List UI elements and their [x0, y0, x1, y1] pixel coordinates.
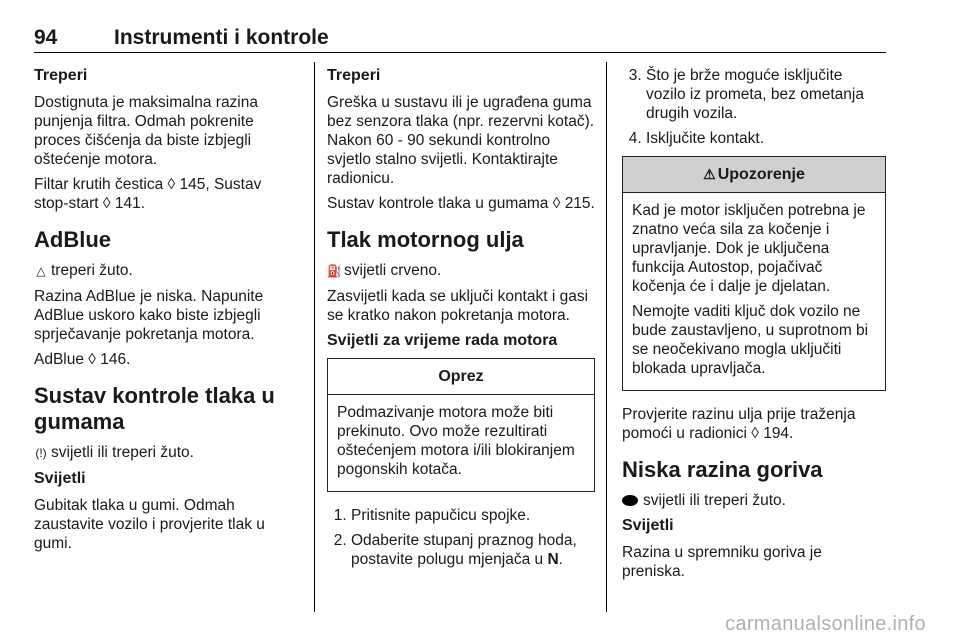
- warning-triangle-icon: ⚠: [703, 166, 716, 182]
- paragraph: Greška u sustavu ili je ugrađena guma bez senzora tlaka (npr. rezervni kotač). Nakon 60 - 90 sekundi kontrolno svjetlo stalno svijetli. Kontaktirajte radionicu.: [327, 94, 595, 187]
- paragraph: Dostignuta je maksimalna razina punjenja filtra. Odmah pokrenite proces čišćenja da biste izbjegli oštećenje motora.: [34, 94, 258, 168]
- section-title-tpms: Sustav kontrole tlaka u gumama: [34, 383, 275, 434]
- paragraph: Razina AdBlue je niska. Napunite AdBlue uskoro kako biste izbjegli sprječavanje pokretanja motora.: [34, 288, 264, 343]
- column-3: [622, 62, 886, 587]
- gear-label: N: [547, 551, 559, 568]
- oil-can-icon: ⛽: [327, 264, 342, 278]
- page-header: [34, 26, 886, 53]
- list-item: 4. Isključite kontakt.: [646, 129, 886, 148]
- section-heading: Svijetli: [622, 517, 674, 534]
- section-title-adblue: AdBlue: [34, 227, 111, 252]
- caution-box: [327, 358, 595, 492]
- section-heading: Svijetli za vrijeme rada motora: [327, 332, 558, 349]
- caution-title: Oprez: [328, 359, 594, 395]
- section-title-fuel: Niska razina goriva: [622, 457, 823, 482]
- indicator-line: [327, 261, 595, 281]
- column-2: [327, 62, 595, 577]
- page-number: 94: [34, 26, 58, 49]
- section-title-oil-pressure: Tlak motornog ulja: [327, 227, 524, 252]
- paragraph: Razina u spremniku goriva je preniska.: [622, 544, 822, 580]
- column-1: [34, 62, 294, 559]
- indicator-text: svijetli crveno.: [344, 262, 442, 279]
- indicator-line: [622, 491, 886, 510]
- adblue-icon: △: [36, 264, 46, 278]
- column-divider: [606, 62, 607, 612]
- indicator-text: svijetli ili treperi žuto.: [643, 492, 786, 509]
- indicator-line: [34, 443, 294, 463]
- list-item: 1. Pritisnite papučicu spojke.: [351, 506, 595, 525]
- column-divider: [314, 62, 315, 612]
- indicator-text: svijetli ili treperi žuto.: [51, 444, 194, 461]
- steps-list-continued: [622, 66, 886, 148]
- cross-reference: Filtar krutih čestica ◊ 145, Sustav stop-start ◊ 141.: [34, 176, 262, 212]
- warning-text: Nemojte vaditi ključ dok vozilo ne bude zaustavljeno, u suprotnom bi se neočekivano mogla uključiti blokada upravljača.: [632, 303, 869, 377]
- fuel-indicator-icon: [622, 495, 638, 506]
- list-item: [351, 531, 595, 569]
- section-heading: Treperi: [34, 67, 88, 84]
- steps-list: [327, 506, 595, 569]
- step-text: Odaberite stupanj praznog hoda, postavite polugu mjenjača u: [351, 532, 577, 568]
- cross-reference: Sustav kontrole tlaka u gumama ◊ 215.: [327, 195, 595, 212]
- punctuation: .: [558, 551, 563, 568]
- page-title: Instrumenti i kontrole: [114, 26, 329, 49]
- section-heading: Svijetli: [34, 470, 86, 487]
- warning-header: [623, 157, 885, 193]
- warning-text: Kad je motor isključen potrebna je znatno veća sila za kočenje i upravljanje. Dok je uključena funkcija Autostop, pojačivač kočenja će i dalje je djelatan.: [632, 202, 866, 295]
- indicator-text: treperi žuto.: [51, 262, 133, 279]
- tire-pressure-icon: (!): [35, 446, 47, 460]
- list-item: 3. Što je brže moguće isključite vozilo iz prometa, bez ometanja drugih vozila.: [646, 66, 886, 123]
- warning-title: Upozorenje: [717, 166, 805, 183]
- indicator-line: [34, 261, 294, 281]
- paragraph: Gubitak tlaka u gumi. Odmah zaustavite vozilo i provjerite tlak u gumi.: [34, 497, 265, 552]
- paragraph: Provjerite razinu ulja prije traženja pomoći u radionici ◊ 194.: [622, 406, 856, 442]
- section-heading: Treperi: [327, 67, 381, 84]
- cross-reference: AdBlue ◊ 146.: [34, 351, 131, 368]
- watermark: carmanualsonline.info: [725, 613, 926, 635]
- warning-box: [622, 156, 886, 391]
- caution-text: Podmazivanje motora može biti prekinuto. Ovo može rezultirati oštećenjem motora i/ili blokiranjem pogonskih kotača.: [337, 404, 575, 478]
- paragraph: Zasvijetli kada se uključi kontakt i gasi se kratko nakon pokretanja motora.: [327, 288, 589, 324]
